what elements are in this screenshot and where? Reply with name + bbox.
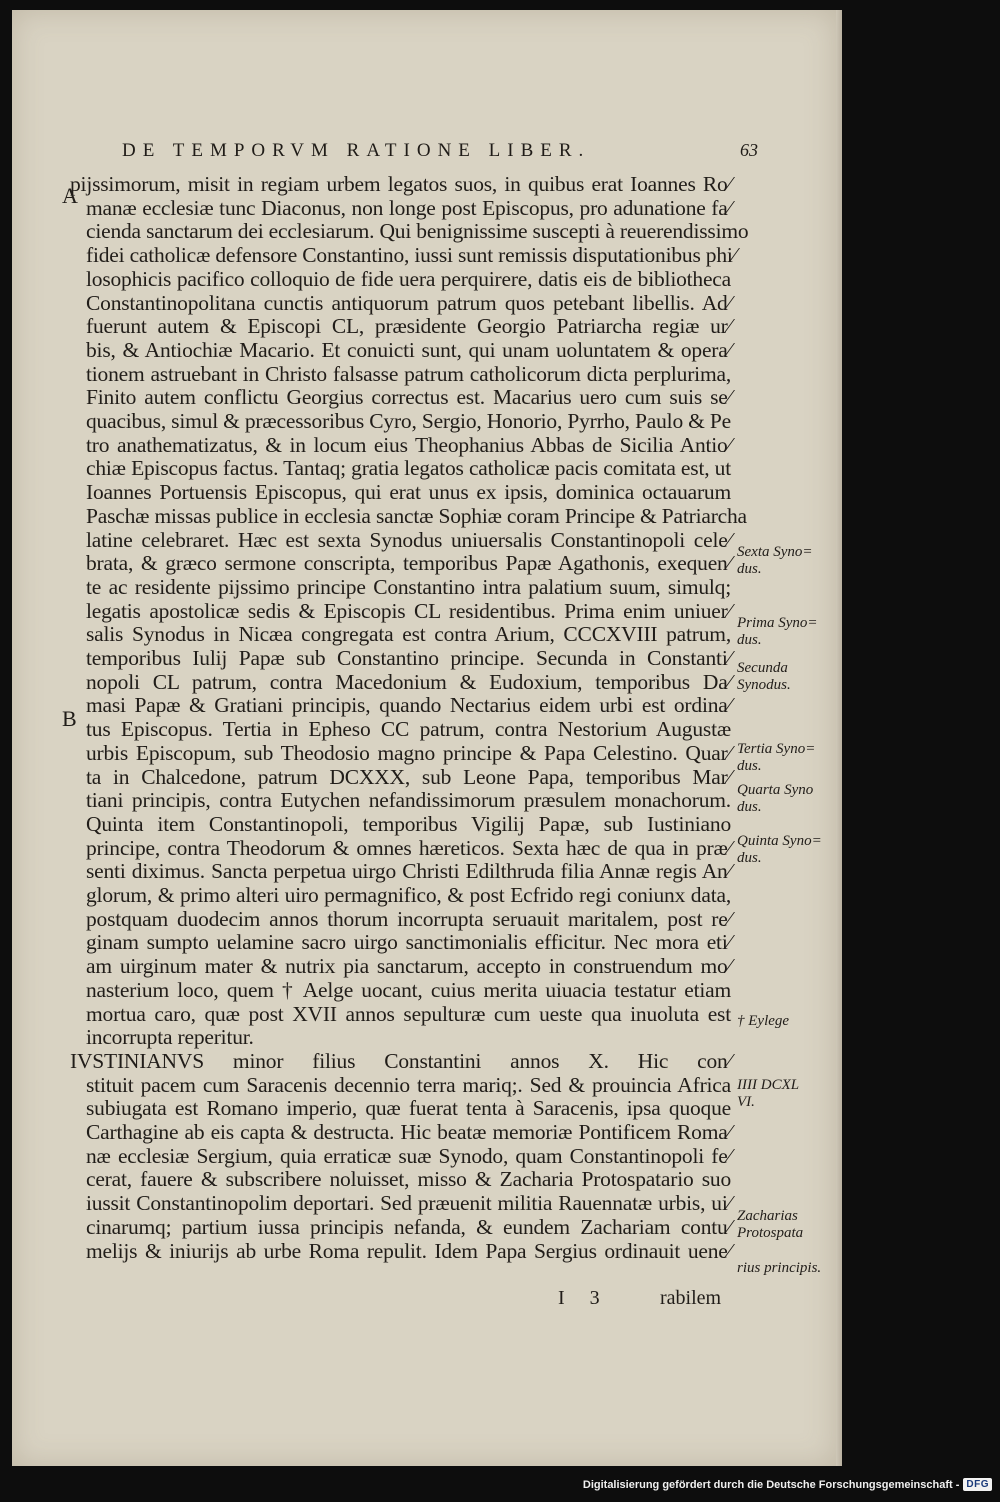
margin-note-line: VI. (737, 1094, 755, 1110)
page-number: 63 (740, 140, 758, 160)
text-line: tiani principis, contra Eutychen nefandissimorum præsulem monachorum. (86, 788, 731, 813)
margin-note-line: IIII DCXL (737, 1077, 800, 1093)
margin-note-line: Protospata (737, 1225, 804, 1241)
text-line: cinarumq; partium iussa principis nefanda, & eundem Zachariam contu⁄ (86, 1214, 731, 1239)
text-line: am uirginum mater & nutrix pia sanctarum, accepto in construendum mo⁄ (86, 954, 731, 979)
text-line: IVSTINIANVS minor filius Constantini annos X. Hic con⁄ (70, 1048, 731, 1073)
margin-note (737, 544, 813, 578)
margin-note-line: dus. (737, 632, 762, 648)
margin-note-line: Zacharias (737, 1208, 798, 1224)
text-line: te ac residente pijssimo principe Constantino intra palatium suum, simulq; (86, 574, 731, 599)
text-line: nopoli CL patrum, contra Macedonium & Eudoxium, temporibus Da⁄ (86, 669, 731, 694)
margin-note (737, 615, 818, 649)
text-line: Ioannes Portuensis Episcopus, qui erat unus ex ipsis, dominica octauarum (86, 480, 731, 505)
text-line: melijs & iniurijs ab urbe Roma repulit. Idem Papa Sergius ordinauit uene⁄ (86, 1238, 731, 1263)
text-line: fidei catholicæ defensore Constantino, iussi sunt remissis disputationibus phi⁄ (86, 243, 737, 268)
text-line: ta in Chalcedone, patrum DCXXX, sub Leone Papa, temporibus Mar⁄ (86, 764, 731, 789)
text-line: Paschæ missas publice in ecclesia sanctæ Sophiæ coram Principe & Patriarcha (86, 503, 747, 528)
margin-note-line: dus. (737, 561, 762, 577)
text-line: pijssimorum, misit in regiam urbem legatos suos, in quibus erat Ioannes Ro⁄ (70, 172, 731, 196)
text-line: manæ ecclesiæ tunc Diaconus, non longe post Episcopus, pro adunatione fa⁄ (86, 195, 731, 220)
text-line: Constantinopolitana cunctis antiquorum patrum quos petebant libellis. Ad⁄ (86, 290, 731, 315)
text-line: næ ecclesiæ Sergium, quia erraticæ suæ Synodo, quam Constantinopoli fe⁄ (86, 1143, 731, 1168)
margin-note-line: Tertia Syno= (737, 741, 816, 757)
funding-text: Digitalisierung gefördert durch die Deutsche Forschungsgemeinschaft - (582, 1478, 960, 1491)
margin-note (737, 1208, 803, 1242)
margin-note (737, 782, 813, 816)
text-line: subiugata est Romano imperio, quæ fuerat tenta à Saracenis, ipsa quoque (86, 1096, 731, 1121)
text-line: stituit pacem cum Saracenis decennio terra mariq;. Sed & prouincia Africa (86, 1072, 731, 1097)
text-line: ginam sumpto uelamine sacro uirgo sanctimonialis efficitur. Nec mora eti⁄ (86, 930, 731, 955)
margin-note-line: Secunda (737, 660, 788, 676)
margin-note-line: dus. (737, 850, 762, 866)
text-line: nasterium loco, quem † Aelge uocant, cuius merita uiuacia testatur etiam (86, 977, 731, 1002)
margin-note (737, 660, 791, 694)
text-line: principe, contra Theodorum & omnes hæreticos. Sexta hæc de qua in præ⁄ (86, 835, 731, 860)
margin-note (737, 1013, 789, 1030)
text-line: glorum, & primo alteri uiro permagnifico, & post Ecfrido regi coniunx data, (86, 883, 731, 907)
margin-note-line: Synodus. (737, 677, 791, 693)
text-line: bis, & Antiochiæ Macario. Et conuicti sunt, qui unam uoluntatem & opera⁄ (86, 337, 731, 362)
dfg-logo: DFG (963, 1478, 992, 1491)
text-line: salis Synodus in Nicæa congregata est contra Arium, CCCXVIII patrum, (86, 622, 731, 647)
text-line: Quinta item Constantinopoli, temporibus Vigilij Papæ, sub Iustiniano (86, 811, 731, 836)
margin-note (737, 1077, 799, 1111)
margin-note-line: Quarta Syno (737, 782, 814, 798)
margin-note-line: rius principis. (737, 1260, 822, 1276)
text-line: masi Papæ & Gratiani principis, quando Nectarius eidem urbi est ordina⁄ (86, 693, 731, 718)
text-line: latine celebraret. Hæc est sexta Synodus uniuersalis Constantinopoli cele⁄ (86, 527, 731, 552)
text-line: fuerunt autem & Episcopi CL, præsidente Georgio Patriarcha regiæ ur⁄ (86, 314, 731, 339)
running-head: DE TEMPORVM RATIONE LIBER. (122, 140, 591, 161)
text-line: urbis Episcopum, sub Theodosio magno principe & Papa Celestino. Quar⁄ (86, 740, 731, 765)
page-edge (836, 10, 842, 1466)
text-line: tus Episcopus. Tertia in Epheso CC patrum, contra Nestorium Augustæ (86, 717, 731, 742)
margin-note-line: Prima Syno= (737, 615, 818, 631)
text-line: chiæ Episcopus factus. Tantaq; gratia legatos catholicæ pacis comitata est, ut (86, 456, 731, 481)
text-line: incorrupta reperitur. (86, 1025, 254, 1050)
text-line: tro anathematizatus, & in locum eius Theophanius Abbas de Sicilia Antio⁄ (86, 432, 731, 457)
margin-note (737, 833, 822, 867)
text-line: cienda sanctarum dei ecclesiarum. Qui benignissime suscepti à reuerendissimo (86, 219, 749, 244)
margin-note-line: dus. (737, 799, 762, 815)
text-line: quacibus, simul & præcessoribus Cyro, Sergio, Honorio, Pyrrho, Paulo & Pe (86, 409, 731, 433)
text-line: iussit Constantinopolim deportari. Sed præuenit militia Rauennatæ urbis, ui⁄ (86, 1191, 731, 1216)
margin-note-line: dus. (737, 758, 762, 774)
section-marker-b: B (62, 706, 77, 731)
text-line: mortua caro, quæ post XVII annos sepulturæ cum ueste qua inuoluta est (86, 1001, 731, 1026)
margin-note-line: Quinta Syno= (737, 833, 822, 849)
margin-note (737, 1260, 821, 1277)
funding-footer (583, 1478, 992, 1491)
text-line: postquam duodecim annos thorum incorrupta seruauit maritalem, post re⁄ (86, 906, 731, 931)
text-line: cerat, fauere & subscribere noluisset, misso & Zacharia Protospatario suo (86, 1167, 731, 1192)
text-line: losophicis pacifico colloquio de fide uera perquirere, datis eis de bibliotheca (86, 266, 731, 291)
text-line: temporibus Iulij Papæ sub Constantino principe. Secunda in Constanti⁄ (86, 646, 731, 670)
text-line: legatis apostolicæ sedis & Episcopis CL residentibus. Prima enim uniuer⁄ (86, 598, 731, 623)
text-line: Finito autem conflictu Georgius correctus est. Macarius uero cum suis se⁄ (86, 385, 731, 410)
margin-note-line: † Eylege (737, 1013, 790, 1029)
section-marker-a: A (62, 183, 78, 208)
book-page (12, 10, 838, 1466)
text-line: brata, & græco sermone conscripta, temporibus Papæ Agathonis, exequen⁄ (86, 551, 731, 576)
margin-note-line: Sexta Syno= (737, 544, 813, 560)
signature-mark: I 3 (558, 1287, 610, 1309)
margin-note (737, 741, 815, 775)
text-line: Carthagine ab eis capta & destructa. Hic beatæ memoriæ Pontificem Roma⁄ (86, 1120, 731, 1144)
text-line: senti diximus. Sancta perpetua uirgo Christi Edilthruda filia Annæ regis An⁄ (86, 859, 731, 884)
text-line: tionem astruebant in Christo falsasse patrum catholicorum dicta perplurima, (86, 361, 731, 386)
catchword: rabilem (660, 1287, 722, 1309)
